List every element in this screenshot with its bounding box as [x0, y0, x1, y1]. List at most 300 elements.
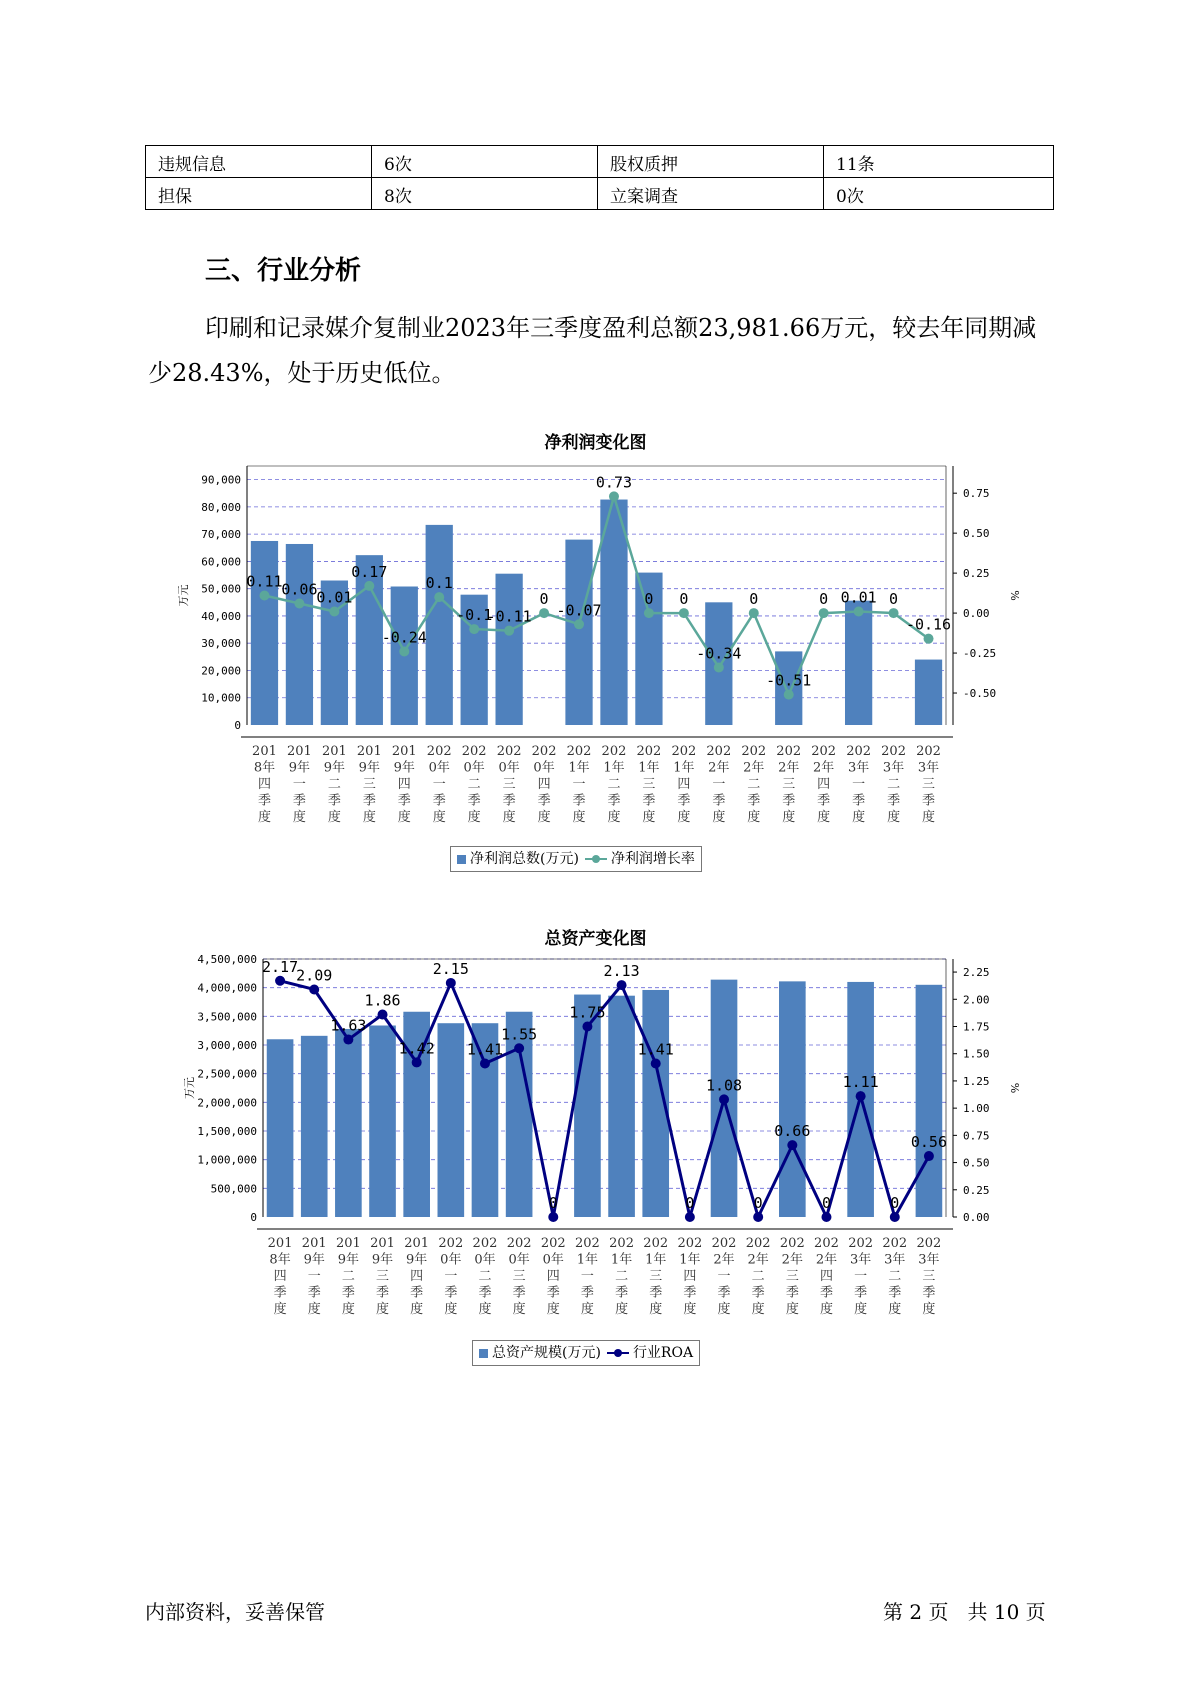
data-point — [819, 608, 829, 618]
x-tick-label: 3年 — [884, 1252, 906, 1268]
x-tick-label: 202 — [438, 1236, 464, 1251]
x-tick-label: 一 — [854, 1269, 868, 1284]
data-point — [574, 619, 584, 629]
x-tick-label: 一 — [444, 1269, 458, 1284]
x-tick-label: 202 — [531, 744, 557, 759]
y2-tick-label: 0.50 — [963, 1156, 990, 1170]
x-tick-label: 季 — [747, 793, 761, 809]
x-tick-label: 度 — [546, 1302, 560, 1317]
x-tick-label: 度 — [922, 1302, 936, 1317]
x-tick-label: 度 — [502, 810, 516, 825]
x-tick-label: 202 — [916, 1236, 942, 1251]
legend-label: 行业ROA — [632, 1345, 694, 1361]
x-tick-label: 度 — [852, 810, 866, 825]
x-tick-label: 202 — [881, 744, 906, 759]
x-tick-label: 度 — [888, 1302, 902, 1317]
x-tick-label: 0年 — [428, 760, 450, 776]
x-tick-label: 1年 — [679, 1252, 701, 1268]
x-tick-label: 1年 — [645, 1252, 667, 1268]
data-point — [609, 491, 619, 501]
x-tick-label: 1年 — [673, 760, 695, 776]
y-tick-label: 500,000 — [210, 1182, 257, 1196]
x-tick-label: 三 — [376, 1269, 390, 1284]
data-label: 0 — [890, 1194, 900, 1212]
x-tick-label: 二 — [607, 777, 621, 792]
x-tick-label: 一 — [432, 777, 446, 792]
x-tick-label: 201 — [301, 1236, 327, 1251]
data-label: 2.17 — [262, 957, 299, 976]
x-tick-label: 9年 — [337, 1252, 360, 1268]
y2-tick-label: 0.25 — [963, 567, 990, 581]
chart-legend — [472, 1340, 700, 1366]
data-point — [294, 598, 304, 608]
y-tick-label: 2,000,000 — [197, 1096, 257, 1110]
data-point — [889, 608, 899, 618]
x-tick-label: 202 — [706, 744, 732, 759]
x-tick-label: 三 — [922, 1269, 936, 1284]
x-tick-label: 度 — [854, 1302, 868, 1317]
line-marker-icon — [585, 854, 607, 864]
table-cell: 8次 — [372, 178, 598, 210]
x-tick-label: 季 — [478, 1285, 492, 1301]
x-tick-label: 201 — [356, 744, 382, 759]
x-tick-label: 季 — [273, 1285, 287, 1301]
y-axis-title: 万元 — [183, 1077, 196, 1099]
data-point — [784, 690, 794, 700]
x-tick-label: 季 — [683, 1285, 697, 1301]
x-tick-label: 2年 — [747, 1252, 769, 1268]
y-tick-label: 90,000 — [201, 473, 241, 487]
x-tick-label: 3年 — [917, 760, 940, 776]
x-tick-label: 季 — [257, 793, 271, 809]
x-tick-label: 201 — [287, 744, 312, 759]
x-tick-label: 2年 — [708, 760, 730, 776]
x-tick-label: 二 — [751, 1269, 765, 1284]
y-axis-title: 万元 — [177, 584, 190, 607]
data-label: 0.01 — [840, 588, 877, 607]
x-tick-label: 四 — [410, 1269, 424, 1284]
x-tick-label: 0年 — [463, 760, 485, 776]
data-point — [412, 1057, 422, 1067]
bar — [369, 1026, 396, 1217]
y2-tick-label: 1.00 — [963, 1102, 990, 1116]
bar — [845, 601, 872, 725]
x-tick-label: 0年 — [474, 1252, 496, 1268]
table-row — [146, 178, 1054, 210]
x-tick-label: 度 — [512, 1302, 526, 1317]
bar — [495, 574, 522, 725]
x-tick-label: 度 — [712, 810, 726, 825]
bar — [779, 981, 806, 1217]
x-tick-label: 度 — [362, 810, 376, 825]
data-point — [679, 608, 689, 618]
bar — [286, 544, 313, 725]
net-profit-chart — [0, 460, 1191, 840]
data-label: 0.56 — [910, 1133, 947, 1152]
data-label: -0.34 — [696, 644, 742, 663]
x-tick-label: 三 — [782, 777, 796, 792]
x-tick-label: 度 — [782, 810, 796, 825]
x-tick-label: 202 — [566, 744, 592, 759]
x-tick-label: 二 — [887, 777, 901, 792]
x-tick-label: 季 — [512, 1285, 526, 1301]
chart-title-net-profit: 净利润变化图 — [544, 433, 647, 453]
footer-note: 内部资料，妥善保管 — [145, 1600, 325, 1624]
bar — [608, 996, 635, 1217]
y-tick-label: 4,500,000 — [197, 955, 257, 966]
x-tick-label: 0年 — [498, 760, 520, 776]
data-label: 2.15 — [432, 959, 469, 978]
data-point — [275, 976, 285, 986]
data-point — [856, 1091, 866, 1101]
data-point — [504, 626, 514, 636]
x-tick-label: 季 — [615, 1285, 629, 1301]
data-point — [514, 1043, 524, 1053]
x-tick-label: 一 — [580, 1269, 594, 1284]
x-tick-label: 201 — [404, 1236, 430, 1251]
x-tick-label: 202 — [461, 744, 487, 759]
data-point — [651, 1059, 661, 1069]
x-tick-label: 度 — [887, 810, 901, 825]
x-tick-label: 202 — [636, 744, 662, 759]
x-tick-label: 度 — [751, 1302, 765, 1317]
x-tick-label: 9年 — [323, 760, 346, 776]
x-tick-label: 季 — [677, 793, 691, 809]
x-tick-label: 201 — [267, 1236, 293, 1251]
x-tick-label: 202 — [711, 1236, 737, 1251]
x-tick-label: 季 — [817, 793, 831, 809]
data-label: 0 — [819, 590, 829, 609]
x-tick-label: 202 — [916, 744, 941, 759]
bar — [565, 540, 592, 725]
x-tick-label: 201 — [391, 744, 417, 759]
x-tick-label: 202 — [811, 744, 837, 759]
x-tick-label: 201 — [335, 1236, 361, 1251]
x-tick-label: 度 — [376, 1302, 390, 1317]
x-tick-label: 0年 — [533, 760, 555, 776]
x-tick-label: 202 — [779, 1236, 805, 1251]
data-label: 0.06 — [281, 580, 318, 599]
bar — [915, 660, 942, 725]
data-label: 1.75 — [569, 1003, 606, 1022]
x-tick-label: 三 — [512, 1269, 526, 1284]
bar-swatch-icon — [457, 855, 466, 864]
data-point — [753, 1212, 763, 1222]
x-tick-label: 度 — [478, 1302, 492, 1317]
y-tick-label: 3,500,000 — [197, 1010, 257, 1024]
y2-tick-label: 0.00 — [963, 1211, 990, 1224]
x-tick-label: 9年 — [358, 760, 380, 776]
chart-legend — [450, 846, 702, 872]
x-tick-label: 四 — [257, 777, 271, 792]
x-tick-label: 季 — [572, 793, 586, 809]
data-label: 1.42 — [398, 1039, 435, 1058]
data-label: 0 — [821, 1194, 831, 1212]
x-tick-label: 一 — [852, 777, 866, 792]
section-heading: 三、行业分析 — [205, 256, 362, 286]
x-tick-label: 三 — [649, 1269, 663, 1284]
x-tick-label: 202 — [846, 744, 872, 759]
x-tick-label: 季 — [362, 793, 376, 809]
x-tick-label: 季 — [852, 793, 866, 809]
table-cell: 0次 — [824, 178, 1054, 210]
y-tick-label: 50,000 — [201, 582, 241, 596]
y2-axis-title: % — [1008, 1082, 1021, 1094]
x-tick-label: 度 — [397, 810, 411, 825]
x-tick-label: 三 — [642, 777, 656, 792]
data-point — [446, 978, 456, 988]
x-tick-label: 四 — [677, 777, 691, 792]
x-tick-label: 季 — [376, 1285, 390, 1301]
legend-item — [479, 1341, 601, 1365]
x-tick-label: 度 — [467, 810, 481, 825]
legend-label: 净利润总数(万元) — [470, 851, 579, 867]
data-label: -0.11 — [486, 607, 532, 626]
data-label: -0.51 — [766, 671, 812, 690]
x-tick-label: 四 — [817, 777, 831, 792]
data-label: 1.08 — [705, 1076, 743, 1095]
x-tick-label: 201 — [321, 744, 347, 759]
x-tick-label: 2年 — [713, 1252, 735, 1268]
x-tick-label: 季 — [717, 1285, 731, 1301]
data-point — [309, 984, 319, 994]
x-tick-label: 度 — [537, 810, 551, 825]
data-point — [329, 606, 339, 616]
x-tick-label: 季 — [292, 793, 306, 809]
x-tick-label: 四 — [683, 1269, 697, 1284]
legend-item — [607, 1341, 693, 1365]
data-point — [787, 1140, 797, 1150]
y-tick-label: 0 — [234, 719, 241, 732]
y-tick-label: 4,000,000 — [197, 981, 257, 995]
y-tick-label: 40,000 — [201, 609, 241, 623]
y-tick-label: 20,000 — [201, 664, 241, 678]
x-tick-label: 度 — [273, 1302, 287, 1317]
x-tick-label: 度 — [717, 1302, 731, 1317]
data-label: 1.63 — [330, 1016, 367, 1035]
x-tick-label: 季 — [751, 1285, 765, 1301]
x-tick-label: 三 — [502, 777, 516, 792]
y-tick-label: 3,000,000 — [197, 1039, 257, 1052]
data-point — [644, 608, 654, 618]
y2-tick-label: -0.50 — [963, 687, 997, 701]
x-tick-label: 季 — [888, 1285, 902, 1301]
x-tick-label: 一 — [572, 777, 586, 792]
x-tick-label: 2年 — [743, 760, 765, 776]
x-tick-label: 度 — [580, 1302, 594, 1317]
x-tick-label: 三 — [785, 1269, 799, 1284]
y2-tick-label: 2.00 — [963, 993, 990, 1007]
y-tick-label: 60,000 — [201, 555, 241, 569]
x-tick-label: 一 — [712, 777, 726, 792]
x-tick-label: 度 — [607, 810, 621, 825]
x-tick-label: 季 — [607, 793, 621, 809]
y2-tick-label: 2.25 — [963, 966, 990, 980]
data-point — [378, 1010, 388, 1020]
x-tick-label: 季 — [580, 1285, 594, 1301]
y2-tick-label: -0.25 — [963, 647, 997, 661]
x-tick-label: 9年 — [406, 1252, 428, 1268]
bar — [267, 1039, 294, 1217]
legend-label: 总资产规模(万元) — [492, 1345, 601, 1361]
x-tick-label: 季 — [410, 1285, 424, 1301]
y2-tick-label: 0.00 — [963, 607, 990, 621]
x-tick-label: 一 — [307, 1269, 321, 1284]
x-tick-label: 3年 — [918, 1252, 940, 1268]
x-tick-label: 202 — [814, 1236, 839, 1251]
y-tick-label: 30,000 — [201, 637, 241, 651]
x-tick-label: 0年 — [542, 1252, 564, 1268]
x-tick-label: 202 — [472, 1236, 498, 1251]
x-tick-label: 0年 — [508, 1252, 530, 1268]
data-point — [539, 608, 549, 618]
y-tick-label: 2,500,000 — [197, 1067, 257, 1081]
data-point — [749, 608, 759, 618]
data-point — [685, 1212, 695, 1222]
x-tick-label: 度 — [677, 810, 691, 825]
x-tick-label: 1年 — [568, 760, 590, 776]
bar — [916, 985, 943, 1217]
legend-label: 净利润增长率 — [610, 851, 695, 867]
legend-item — [585, 847, 695, 871]
x-tick-label: 度 — [327, 810, 341, 825]
y2-tick-label: 0.75 — [963, 487, 990, 501]
data-label: 1.86 — [364, 991, 401, 1010]
x-tick-label: 季 — [854, 1285, 868, 1301]
x-tick-label: 1年 — [603, 760, 625, 776]
y-tick-label: 10,000 — [201, 691, 241, 705]
data-label: 1.55 — [501, 1025, 538, 1044]
data-point — [924, 634, 934, 644]
y2-tick-label: 0.75 — [963, 1129, 990, 1143]
x-tick-label: 度 — [572, 810, 586, 825]
x-tick-label: 季 — [432, 793, 446, 809]
x-tick-label: 201 — [252, 744, 277, 759]
x-tick-label: 度 — [307, 1302, 321, 1317]
data-label: 0.11 — [246, 572, 283, 591]
data-label: -0.07 — [556, 601, 602, 620]
x-tick-label: 度 — [683, 1302, 697, 1317]
bar — [301, 1036, 328, 1217]
data-label: 0 — [685, 1194, 695, 1212]
x-tick-label: 0年 — [440, 1252, 462, 1268]
x-tick-label: 季 — [307, 1285, 321, 1301]
x-tick-label: 202 — [848, 1236, 874, 1251]
x-tick-label: 度 — [642, 810, 656, 825]
x-tick-label: 202 — [643, 1236, 669, 1251]
data-point — [259, 591, 269, 601]
data-point — [924, 1151, 934, 1161]
x-tick-label: 季 — [537, 793, 551, 809]
x-tick-label: 2年 — [781, 1252, 803, 1268]
x-tick-label: 度 — [410, 1302, 424, 1317]
data-point — [548, 1212, 558, 1222]
x-tick-label: 季 — [444, 1285, 458, 1301]
x-tick-label: 201 — [370, 1236, 395, 1251]
data-point — [617, 980, 627, 990]
data-point — [469, 624, 479, 634]
info-table — [145, 145, 1054, 210]
x-tick-label: 度 — [292, 810, 306, 825]
y2-axis-title: % — [1008, 590, 1021, 601]
data-label: 0.17 — [351, 562, 388, 581]
x-tick-label: 季 — [467, 793, 481, 809]
table-row — [146, 146, 1054, 178]
x-tick-label: 2年 — [813, 760, 835, 776]
data-label: 0 — [889, 590, 899, 609]
x-tick-label: 度 — [257, 810, 271, 825]
x-tick-label: 四 — [819, 1269, 833, 1284]
x-tick-label: 四 — [397, 777, 411, 792]
page-number: 第 2 页 共 10 页 — [883, 1600, 1046, 1624]
data-point — [480, 1059, 490, 1069]
data-label: 1.11 — [842, 1073, 879, 1092]
total-assets-chart — [0, 955, 1191, 1335]
data-label: 0 — [753, 1194, 763, 1212]
x-tick-label: 9年 — [393, 760, 415, 776]
data-point — [364, 581, 374, 591]
bar — [335, 1029, 362, 1217]
x-tick-label: 季 — [785, 1285, 799, 1301]
table-cell: 11条 — [824, 146, 1054, 178]
data-label: -0.1 — [456, 606, 493, 625]
y2-tick-label: 0.50 — [963, 527, 990, 541]
x-tick-label: 二 — [341, 1269, 355, 1284]
x-tick-label: 度 — [922, 810, 936, 825]
table-cell: 股权质押 — [598, 146, 824, 178]
y-tick-label: 1,500,000 — [197, 1125, 257, 1138]
data-label: 0.01 — [316, 588, 353, 607]
x-tick-label: 二 — [888, 1269, 902, 1284]
x-tick-label: 一 — [292, 777, 306, 792]
x-tick-label: 202 — [609, 1236, 634, 1251]
x-tick-label: 202 — [496, 744, 522, 759]
data-label: 0 — [548, 1194, 558, 1212]
x-tick-label: 四 — [537, 777, 551, 792]
data-label: -0.16 — [905, 615, 952, 634]
x-tick-label: 8年 — [269, 1252, 291, 1268]
data-point — [719, 1094, 729, 1104]
x-tick-label: 二 — [747, 777, 761, 792]
x-tick-label: 季 — [922, 1285, 936, 1301]
x-tick-label: 202 — [426, 744, 452, 759]
y2-tick-label: 1.50 — [963, 1047, 990, 1061]
data-point — [714, 662, 724, 672]
data-point — [854, 606, 864, 616]
x-tick-label: 季 — [819, 1285, 833, 1301]
x-tick-label: 202 — [745, 1236, 771, 1251]
bar — [426, 525, 453, 725]
x-tick-label: 季 — [341, 1285, 355, 1301]
x-tick-label: 202 — [671, 744, 697, 759]
x-tick-label: 度 — [819, 1302, 833, 1317]
x-tick-label: 度 — [817, 810, 831, 825]
x-tick-label: 四 — [546, 1269, 560, 1284]
data-label: 0 — [644, 590, 654, 609]
data-label: 0.66 — [774, 1122, 811, 1141]
x-tick-label: 季 — [712, 793, 726, 809]
x-tick-label: 度 — [444, 1302, 458, 1317]
x-tick-label: 202 — [540, 1236, 566, 1251]
x-tick-label: 度 — [432, 810, 446, 825]
x-tick-label: 度 — [615, 1302, 629, 1317]
x-tick-label: 三 — [922, 777, 936, 792]
data-label: 0.1 — [425, 574, 453, 593]
x-tick-label: 季 — [642, 793, 656, 809]
data-point — [821, 1212, 831, 1222]
x-tick-label: 二 — [327, 777, 341, 792]
x-tick-label: 2年 — [815, 1252, 838, 1268]
